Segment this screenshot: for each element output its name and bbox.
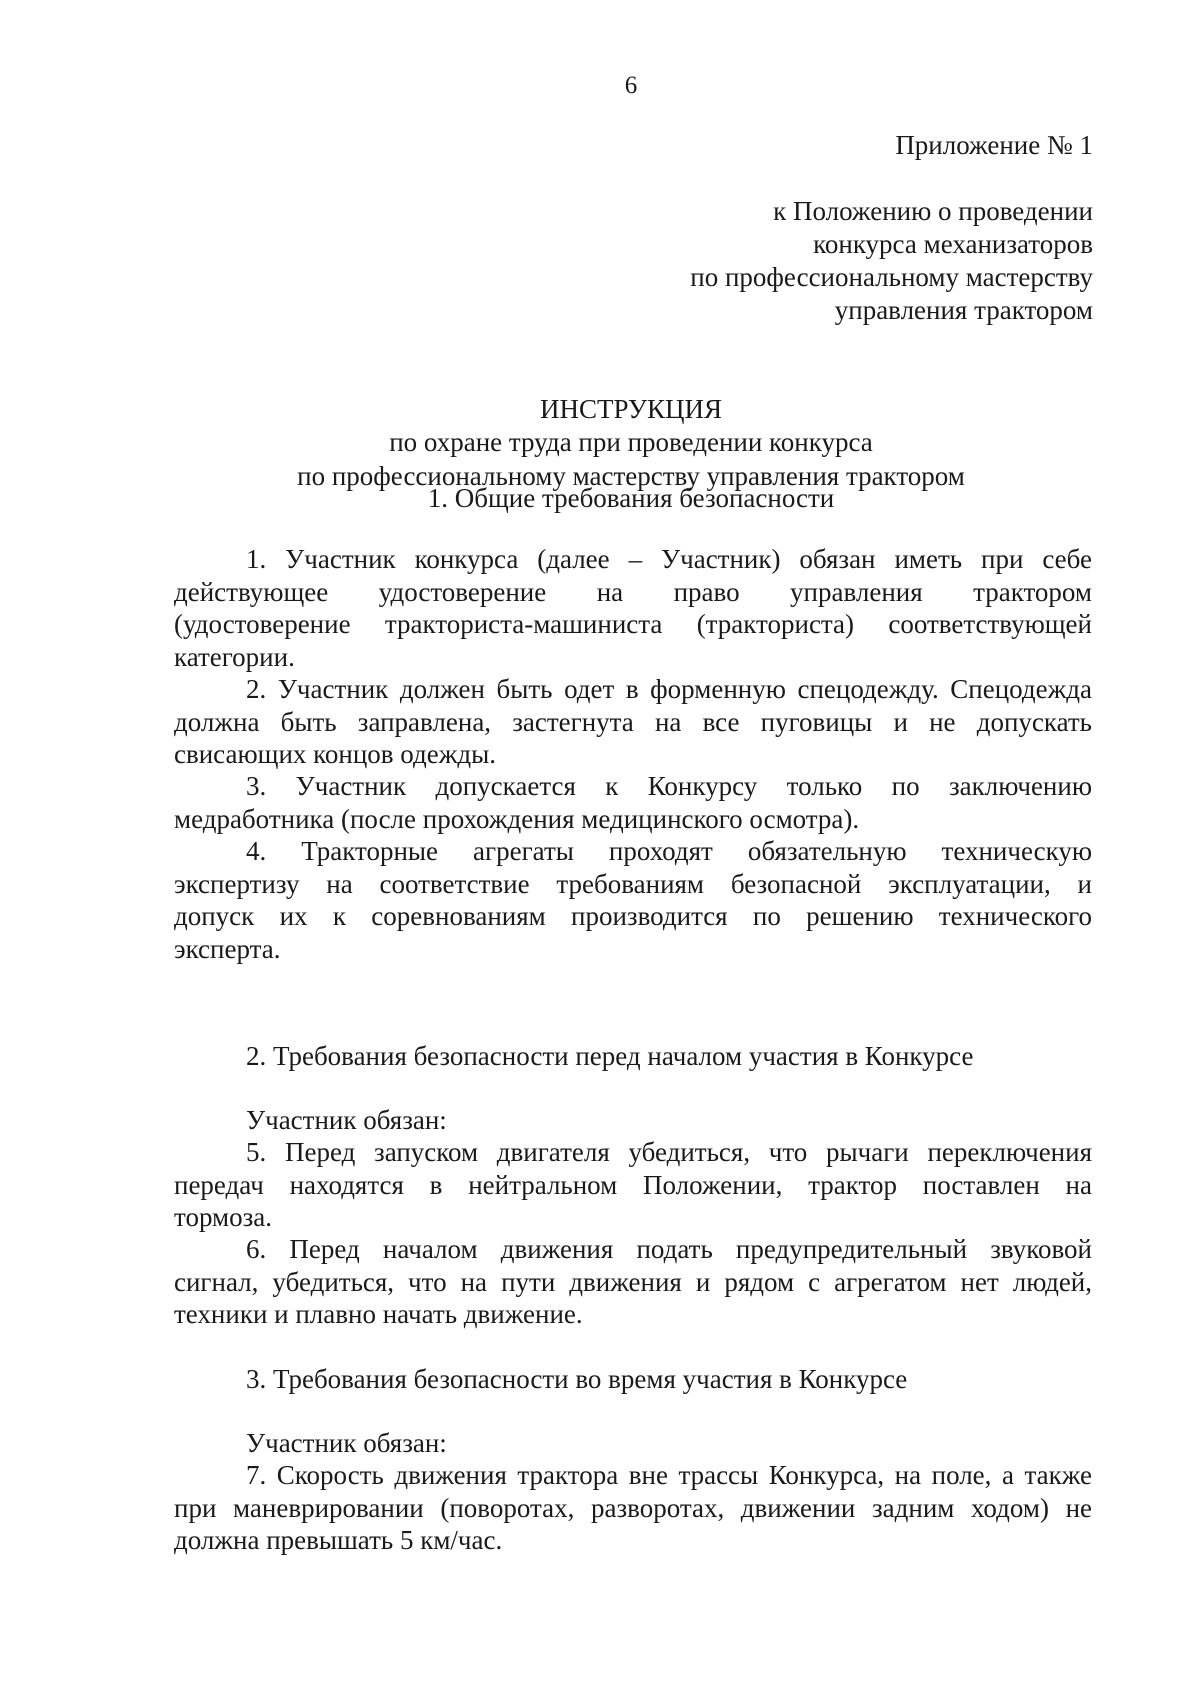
appendix-ref-line: к Положению о проведении bbox=[773, 196, 1093, 226]
appendix-ref-line: по профессиональному мастерству bbox=[690, 262, 1093, 292]
subtitle-line: по профессиональному мастерству управления трактором bbox=[297, 461, 965, 491]
paragraph-item-6 bbox=[174, 1233, 1092, 1331]
paragraph-item-2 bbox=[174, 673, 1092, 771]
paragraph-line: 6. Перед началом движения подать предупредительный звуковой bbox=[246, 1234, 1092, 1264]
section-heading-3: 3. Требования безопасности во время участия в Конкурсе bbox=[246, 1364, 908, 1394]
subtitle-line: по охране труда при проведении конкурса bbox=[389, 427, 873, 457]
appendix-title: Приложение № 1 bbox=[895, 130, 1093, 160]
paragraph-line: свисающих концов одежды. bbox=[174, 739, 497, 769]
paragraph-line: должна превышать 5 км/час. bbox=[174, 1525, 503, 1555]
appendix-ref-line: управления трактором bbox=[834, 295, 1093, 325]
paragraph-line: 2. Участник должен быть одет в форменную спецодежду. Спецодежда bbox=[246, 674, 1092, 704]
paragraph-line: (удостоверение тракториста-машиниста (тракториста) соответствующей bbox=[174, 609, 1092, 639]
paragraph-line: тормоза. bbox=[174, 1202, 273, 1232]
section-intro-2 bbox=[174, 1104, 1092, 1137]
paragraph-line: передач находятся в нейтральном Положении, трактор поставлен на bbox=[174, 1169, 1092, 1200]
document-title: ИНСТРУКЦИЯ bbox=[540, 394, 722, 424]
paragraph-line: медработника (после прохождения медицинского осмотра). bbox=[174, 803, 860, 834]
paragraph-line: Участник обязан: bbox=[246, 1428, 447, 1458]
paragraph-line: эксперта. bbox=[174, 933, 281, 964]
appendix-ref-line: конкурса механизаторов bbox=[813, 229, 1093, 259]
paragraph-line: 3. Участник допускается к Конкурсу только по заключению bbox=[246, 771, 1092, 801]
paragraph-line: сигнал, убедиться, что на пути движения и рядом с агрегатом нет людей, bbox=[174, 1266, 1092, 1297]
appendix-reference bbox=[690, 195, 1093, 327]
paragraph-line: техники и плавно начать движение. bbox=[174, 1299, 583, 1329]
paragraph-line: 7. Скорость движения трактора вне трассы Конкурса, на поле, а также bbox=[246, 1460, 1092, 1490]
paragraph-line: 5. Перед запуском двигателя убедиться, что рычаги переключения bbox=[246, 1137, 1092, 1167]
paragraph-line: допуск их к соревнованиям производится по решению технического bbox=[174, 901, 1092, 931]
paragraph-line: категории. bbox=[174, 641, 295, 672]
paragraph-line: Участник обязан: bbox=[246, 1105, 447, 1135]
paragraph-line: 1. Участник конкурса (далее – Участник) обязан иметь при себе bbox=[246, 544, 1092, 574]
paragraph-item-5 bbox=[174, 1136, 1092, 1234]
section-heading-2: 2. Требования безопасности перед началом участия в Конкурсе bbox=[246, 1041, 974, 1071]
section-heading-1: 1. Общие требования безопасности bbox=[427, 483, 835, 513]
paragraph-line: должна быть заправлена, застегнута на все пуговицы и не допускать bbox=[174, 706, 1092, 737]
paragraph-item-3 bbox=[174, 770, 1092, 835]
section-intro-3 bbox=[174, 1427, 1092, 1460]
paragraph-line: 4. Тракторные агрегаты проходят обязательную техническую bbox=[246, 836, 1092, 866]
paragraph-line: действующее удостоверение на право управления трактором bbox=[174, 576, 1092, 607]
paragraph-item-1 bbox=[174, 543, 1092, 673]
page-number: 6 bbox=[624, 72, 638, 99]
paragraph-line: при маневрировании (поворотах, разворотах, движении задним ходом) не bbox=[174, 1492, 1092, 1523]
paragraph-item-4 bbox=[174, 835, 1092, 965]
paragraph-item-7 bbox=[174, 1459, 1092, 1557]
paragraph-line: экспертизу на соответствие требованиям безопасной эксплуатации, и bbox=[174, 868, 1092, 899]
